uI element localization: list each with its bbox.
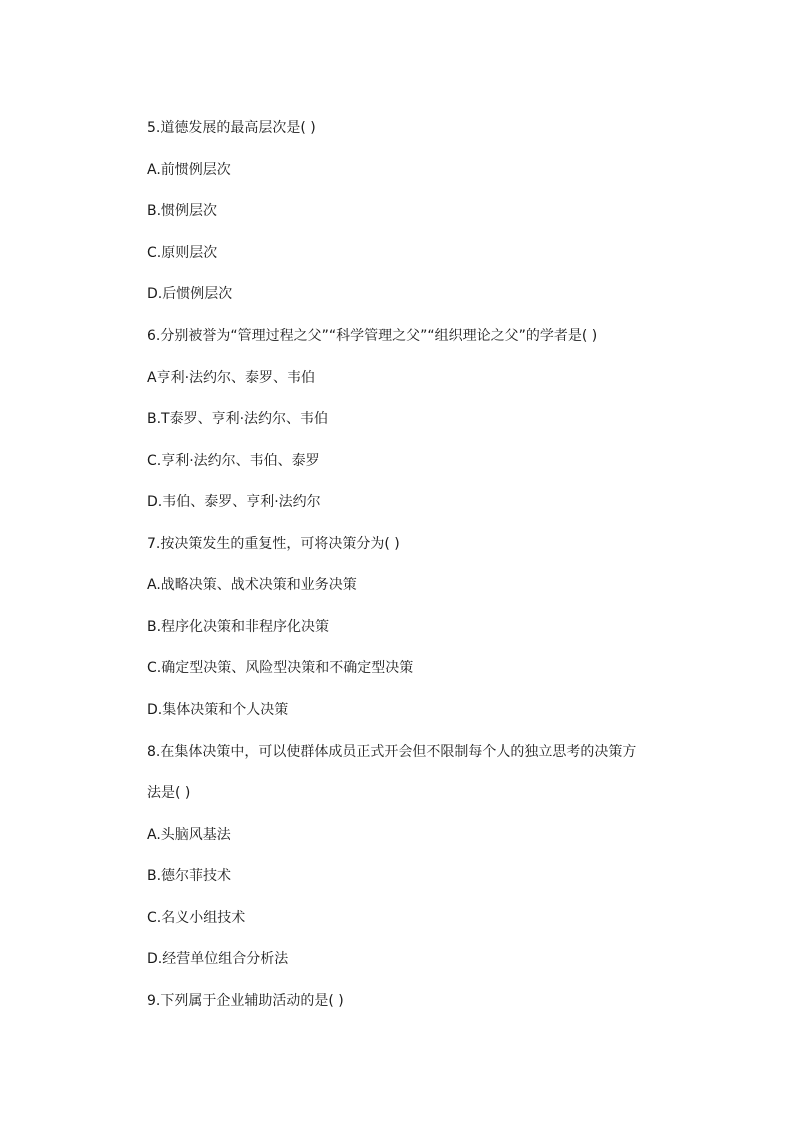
question-8-stem: 8.在集体决策中，可以使群体成员正式开会但不限制每个人的独立思考的决策方 [147,744,637,760]
question-8-option-a: A.头脑风基法 [147,827,231,843]
question-7-option-b: B.程序化决策和非程序化决策 [147,619,330,635]
question-5-stem: 5.道德发展的最高层次是( ) [147,120,316,136]
question-5-option-b: B.惯例层次 [147,203,218,219]
question-7-stem: 7.按决策发生的重复性，可将决策分为( ) [147,536,400,552]
question-6-option-a: A亨利·法约尔、泰罗、韦伯 [147,370,316,386]
question-6-option-d: D.韦伯、泰罗、亨利·法约尔 [147,494,321,510]
question-9-stem: 9.下列属于企业辅助活动的是( ) [147,993,344,1009]
question-8-option-c: C.名义小组技术 [147,910,246,926]
question-6-option-b: B.T泰罗、亨利·法约尔、韦伯 [147,411,329,427]
question-5-option-d: D.后惯例层次 [147,286,233,302]
question-8-option-b: B.德尔菲技术 [147,868,232,884]
question-7-option-d: D.集体决策和个人决策 [147,702,289,718]
question-8-stem-continued: 法是( ) [147,785,191,801]
question-5-option-c: C.原则层次 [147,245,218,261]
question-5-option-a: A.前惯例层次 [147,162,231,178]
question-8-option-d: D.经营单位组合分析法 [147,951,289,967]
question-6-option-c: C.亨利·法约尔、韦伯、泰罗 [147,453,320,469]
question-6-stem: 6.分别被誉为“管理过程之父”“科学管理之父”“组织理论之父”的学者是( ) [147,328,598,344]
question-7-option-a: A.战略决策、战术决策和业务决策 [147,577,357,593]
question-7-option-c: C.确定型决策、风险型决策和不确定型决策 [147,660,414,676]
